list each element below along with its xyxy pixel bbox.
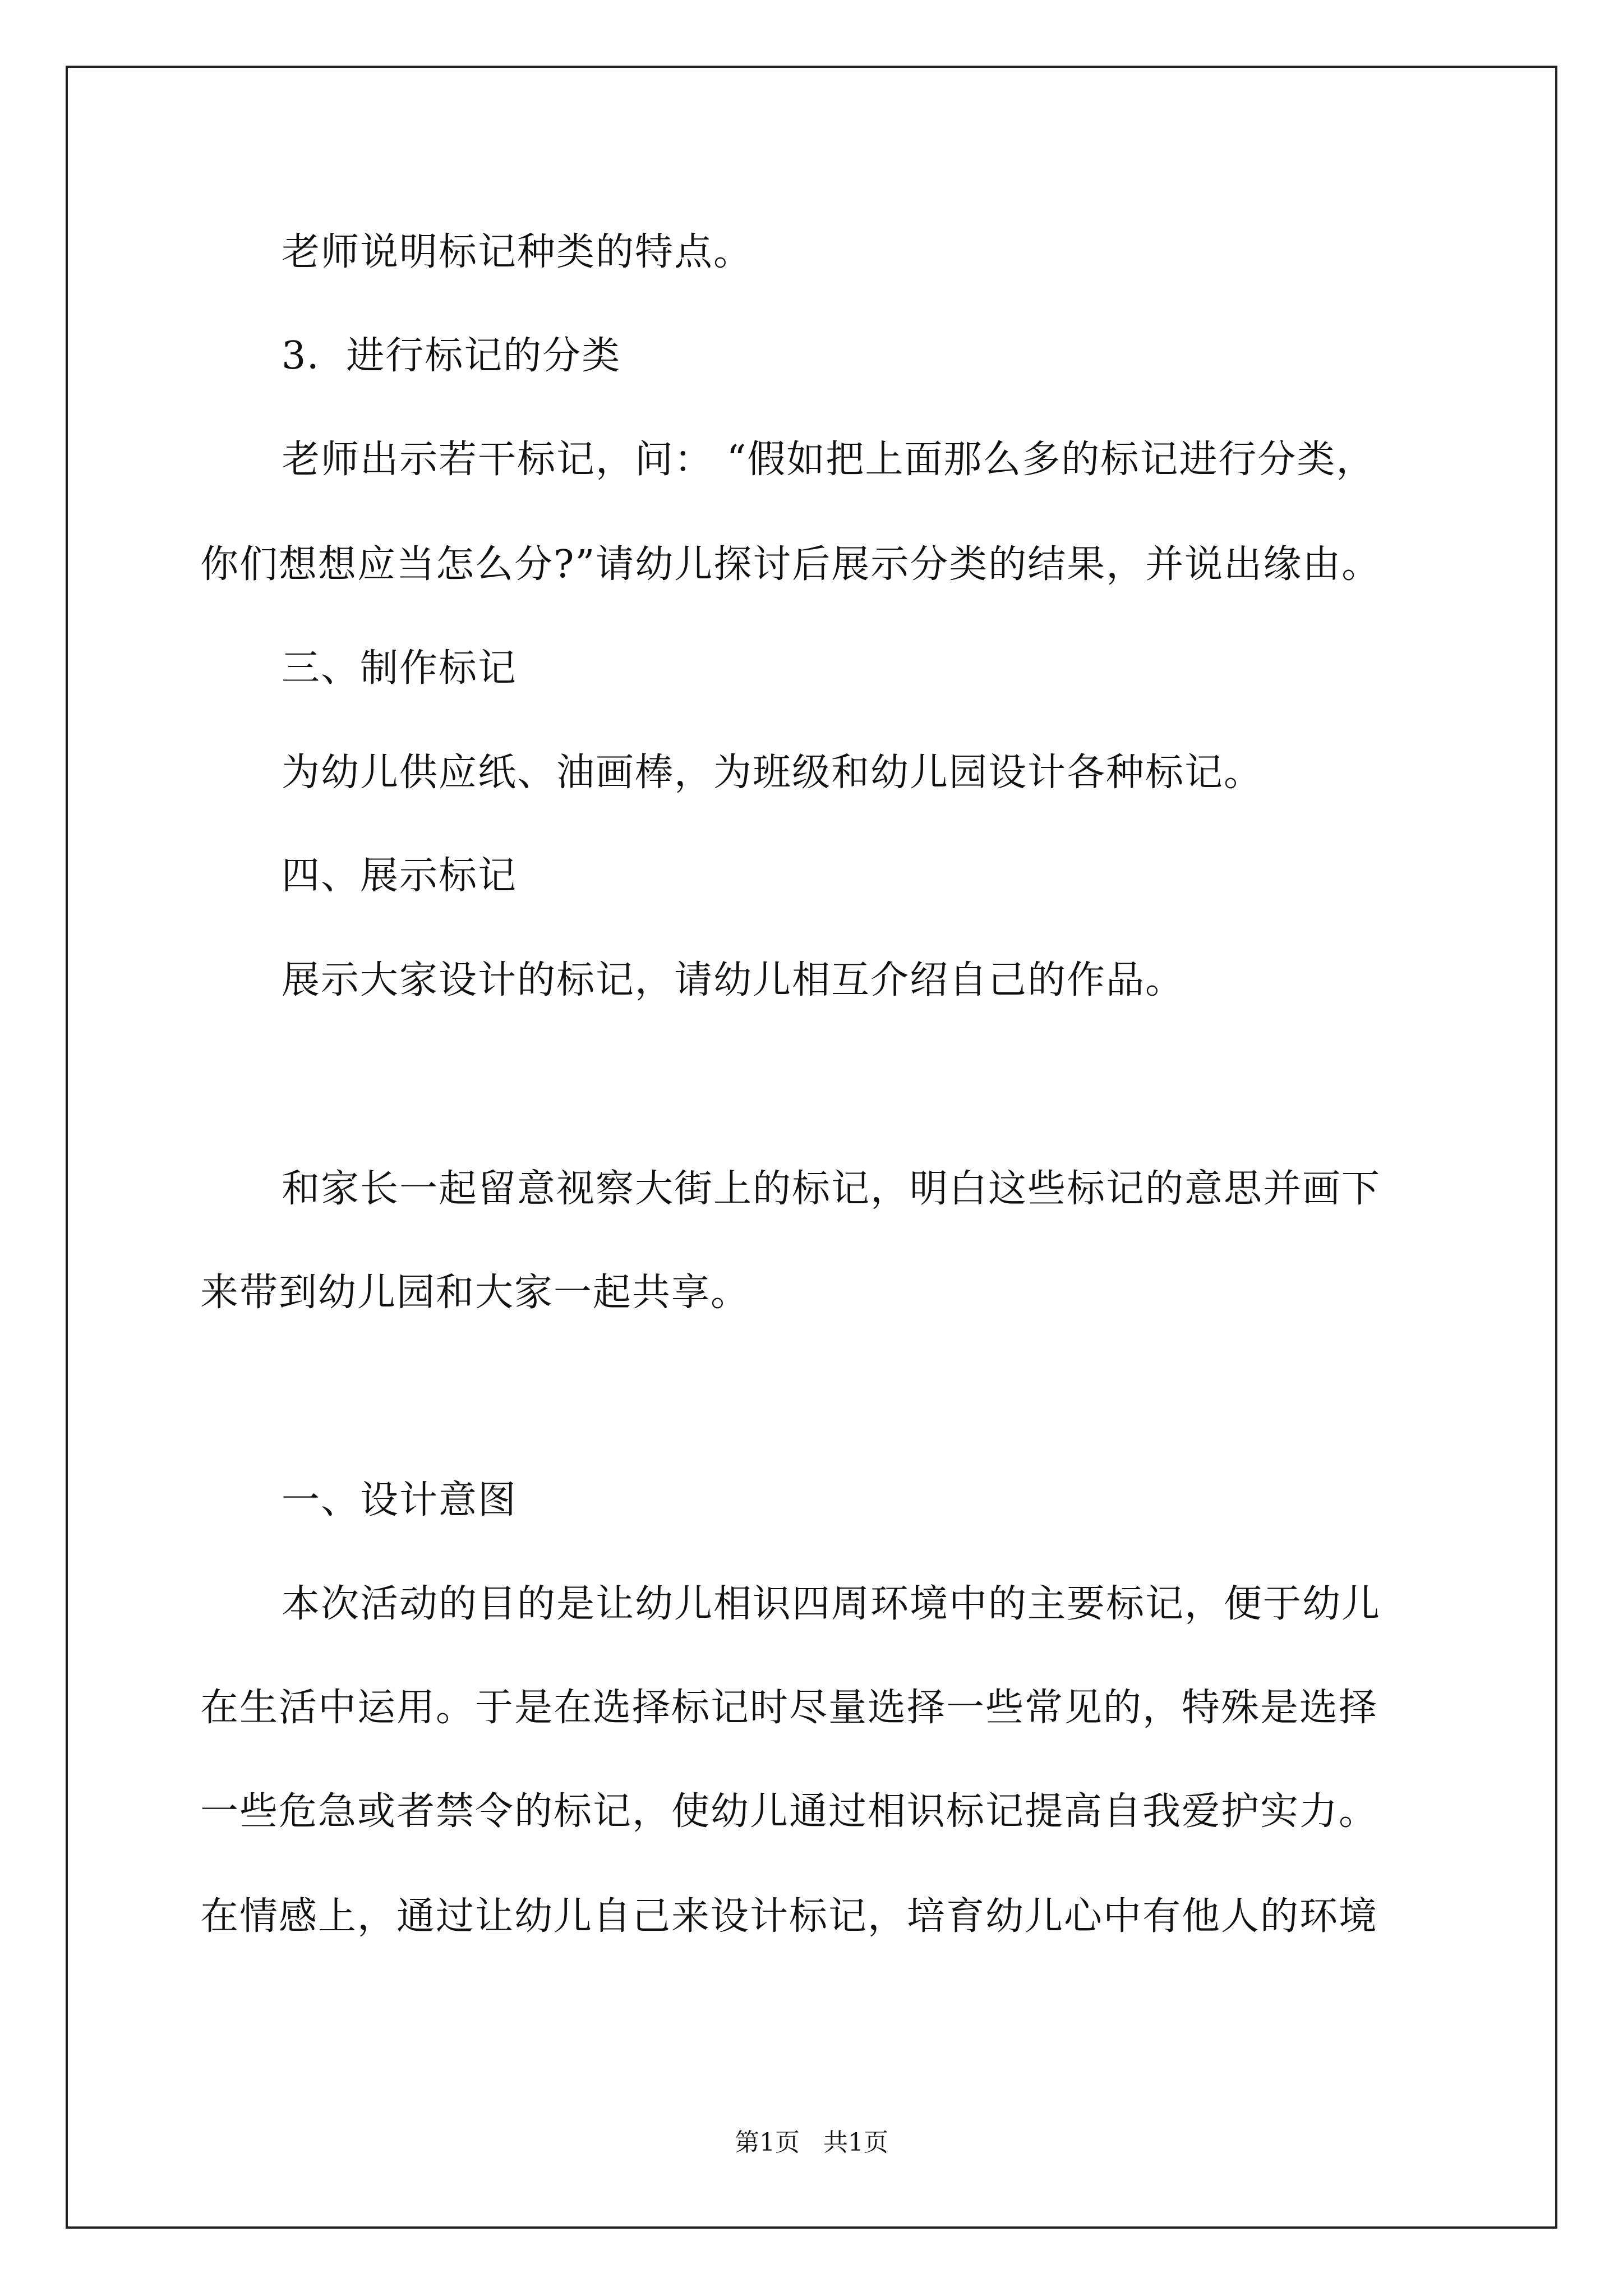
text-line-15: 在情感上，通过让幼儿自己来设计标记，培育幼儿心中有他人的环境 [200, 1894, 1378, 1939]
text-line-13: 在生活中运用。于是在选择标记时尽量选择一些常见的，特殊是选择 [200, 1686, 1378, 1730]
text-line-7: 四、展示标记 [282, 854, 518, 898]
page-footer: 第1页 共1页 [735, 2128, 888, 2157]
text-line-3: 老师出示若干标记，问： “假如把上面那么多的标记进行分类， [282, 438, 1376, 482]
text-line-8: 展示大家设计的标记，请幼儿相互介绍自己的作品。 [282, 958, 1185, 1002]
text-line-11: 一、设计意图 [282, 1478, 518, 1522]
text-line-1: 老师说明标记种类的特点。 [282, 230, 753, 274]
text-line-5: 三、制作标记 [282, 646, 518, 691]
text-line-14: 一些危急或者禁令的标记，使幼儿通过相识标记提高自我爱护实力。 [200, 1789, 1378, 1834]
text-line-4: 你们想想应当怎么分?”请幼儿探讨后展示分类的结果，并说出缘由。 [200, 542, 1381, 587]
text-line-12: 本次活动的目的是让幼儿相识四周环境中的主要标记，便于幼儿 [282, 1582, 1381, 1626]
text-line-6: 为幼儿供应纸、油画棒，为班级和幼儿园设计各种标记。 [282, 751, 1264, 795]
text-line-9: 和家长一起留意视察大街上的标记，明白这些标记的意思并画下 [282, 1167, 1381, 1211]
text-line-10: 来带到幼儿园和大家一起共享。 [200, 1271, 750, 1315]
text-line-2: 3．进行标记的分类 [282, 334, 621, 378]
